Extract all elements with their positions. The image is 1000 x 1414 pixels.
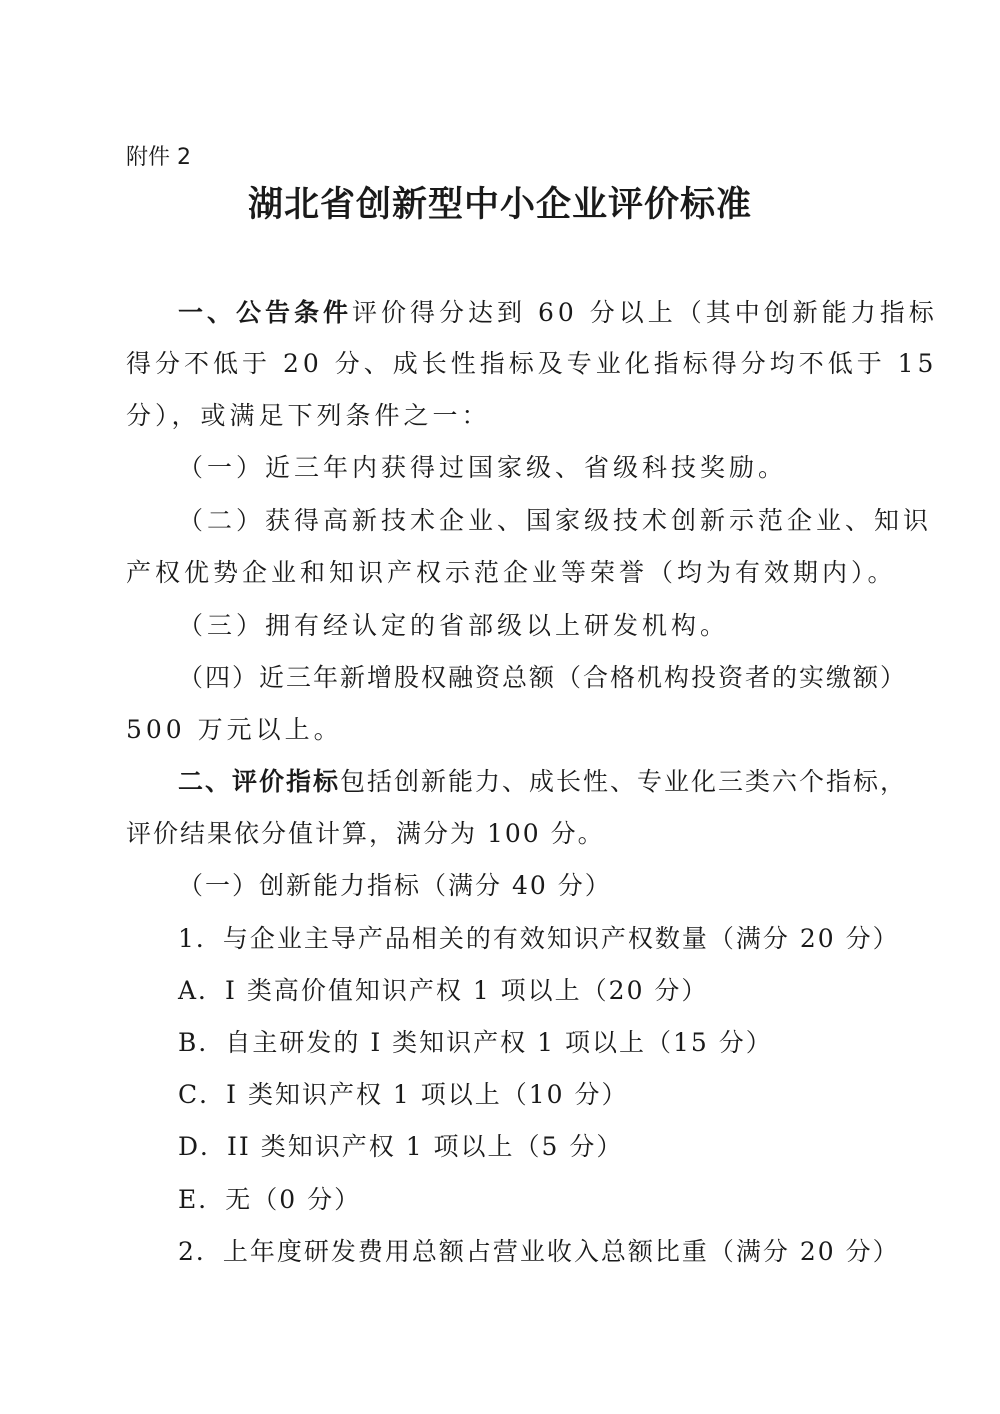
- option-a: A．I 类高价值知识产权 1 项以上（20 分）: [178, 976, 709, 1005]
- option-e: E．无（0 分）: [178, 1185, 362, 1214]
- option-d: D．II 类知识产权 1 项以上（5 分）: [178, 1132, 624, 1161]
- document-title: 湖北省创新型中小企业评价标准: [247, 185, 752, 225]
- section2-text: 包括创新能力、成长性、专业化三类六个指标，: [340, 767, 908, 796]
- section1-heading: 一、公告条件: [178, 298, 353, 327]
- option-b: B．自主研发的 I 类知识产权 1 项以上（15 分）: [178, 1028, 773, 1057]
- condition-3: （三）拥有经认定的省部级以上研发机构。: [178, 611, 730, 640]
- section1-line2: 得分不低于 20 分、成长性指标及专业化指标得分均不低于 15: [126, 349, 938, 378]
- section1-paragraph-line: [178, 296, 938, 330]
- condition-1: （一）近三年内获得过国家级、省级科技奖励。: [178, 453, 788, 482]
- indicator-2: 2．上年度研发费用总额占营业收入总额比重（满分 20 分）: [178, 1237, 900, 1266]
- section2-heading: 二、评价指标: [178, 767, 341, 796]
- condition-4-line2: 500 万元以上。: [126, 715, 343, 744]
- condition-2-line2: 产权优势企业和知识产权示范企业等荣誉（均为有效期内）。: [126, 558, 897, 587]
- indicator-1: 1．与企业主导产品相关的有效知识产权数量（满分 20 分）: [178, 924, 900, 953]
- condition-2-line1: （二）获得高新技术企业、国家级技术创新示范企业、知识: [178, 506, 933, 535]
- section1-text: 评价得分达到 60 分以上（其中创新能力指标: [352, 298, 938, 327]
- section2-line2: 评价结果依分值计算，满分为 100 分。: [126, 819, 605, 848]
- section1-line3: 分），或满足下列条件之一：: [126, 401, 491, 430]
- section2-paragraph-line: [178, 765, 907, 799]
- condition-4-line1: （四）近三年新增股权融资总额（合格机构投资者的实缴额）: [178, 663, 908, 692]
- subsection-innovation: （一）创新能力指标（满分 40 分）: [178, 871, 612, 900]
- option-c: C．I 类知识产权 1 项以上（10 分）: [178, 1080, 629, 1109]
- attachment-label: 附件 2: [126, 145, 191, 170]
